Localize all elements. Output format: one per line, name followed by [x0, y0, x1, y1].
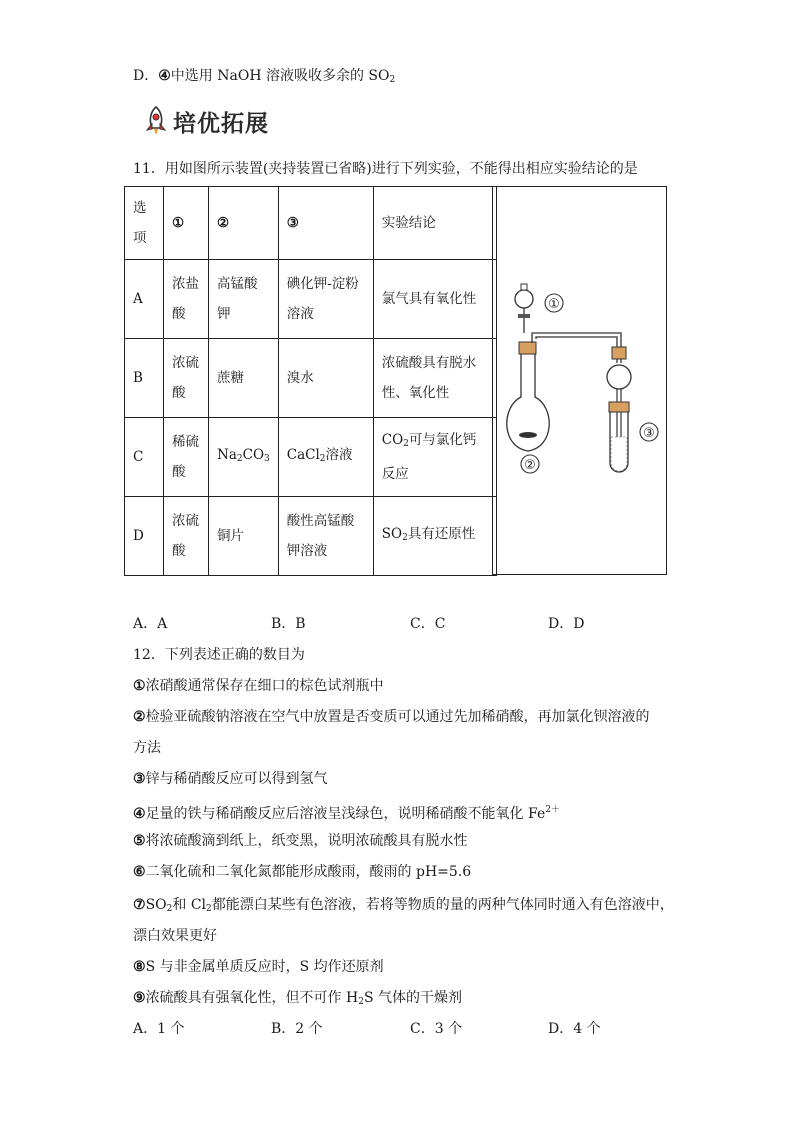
q12-item: ⑥二氧化硫和二氧化氮都能形成酸雨，酸雨的 pH=5.6 [133, 864, 472, 880]
q12-item: ⑨浓硫酸具有强氧化性，但不可作 $H_2S$ 气体的干燥剂 [133, 990, 463, 1007]
funnel-stopper [521, 284, 527, 290]
q11-option-d[interactable]: D．D [548, 616, 585, 632]
solid-reagent [519, 432, 537, 438]
label-2-text: ② [524, 458, 536, 473]
table-cell: CaCl$_2$溶液 [278, 418, 373, 497]
funnel-bulb [515, 290, 533, 308]
q12-item: $⑦SO_2$和 $Cl_2$都能漂白某些有色溶液，若将等物质的量的两种气体同时通入有色溶液中， [133, 897, 674, 914]
table-cell: 蔗糖 [209, 339, 279, 418]
option-cell: A [125, 260, 164, 339]
label-3-text: ③ [643, 426, 655, 441]
table-cell: 氯气具有氧化性 [373, 260, 496, 339]
header-cell: 实验结论 [373, 187, 496, 260]
q12-stem: 12．下列表述正确的数目为 [133, 647, 305, 663]
table-header-row [125, 187, 497, 260]
table-cell: 酸性高锰酸 钾溶液 [278, 497, 373, 576]
q11-option-a[interactable]: A．A [133, 616, 168, 632]
apparatus-figure [492, 186, 667, 575]
q12-item: ④足量的铁与稀硝酸反应后溶液呈浅绿色，说明稀硝酸不能氧化 $Fe^{2+}$ [133, 805, 560, 822]
table-row [125, 260, 497, 339]
q11-option-c[interactable]: C．C [410, 616, 446, 632]
q11-table [124, 186, 497, 576]
table-cell: 铜片 [209, 497, 279, 576]
q11-option-b[interactable]: B．B [271, 616, 306, 632]
table-row [125, 418, 497, 497]
table-cell: 高锰酸 钾 [209, 260, 279, 339]
q12-option-d[interactable]: D．4 个 [548, 1021, 601, 1037]
q12-item: ⑤将浓硫酸滴到纸上，纸变黑，说明浓硫酸具有脱水性 [133, 833, 468, 849]
table-row [125, 497, 497, 576]
label-3 [640, 423, 658, 441]
table-cell: 浓硫 酸 [164, 339, 209, 418]
table-cell: 浓硫 酸 [164, 497, 209, 576]
safety-bulb [607, 365, 631, 389]
label-1 [545, 294, 563, 312]
table-cell: 稀硫 酸 [164, 418, 209, 497]
table-cell: $SO_2$具有还原性 [373, 497, 496, 576]
label-1-text: ① [548, 297, 560, 312]
q12-item: ⑧S 与非金属单质反应时，S 均作还原剂 [133, 959, 384, 975]
rocket-icon [143, 105, 169, 137]
table-cell: 浓盐 酸 [164, 260, 209, 339]
option-cell: B [125, 339, 164, 418]
table-cell: $CO_2$可与氯化钙 反应 [373, 418, 496, 497]
flask-stopper [519, 342, 536, 354]
stopcock [518, 314, 530, 318]
q12-item: ③锌与稀硝酸反应可以得到氢气 [133, 771, 328, 787]
prev-option-d: D．④中选用 NaOH 溶液吸收多余的 $SO_2$ [133, 68, 396, 85]
table-cell: $Na_2CO_3$ [209, 418, 279, 497]
q12-item-continuation: 方法 [133, 740, 161, 756]
solution-level [611, 437, 627, 471]
q12-option-c[interactable]: C．3 个 [410, 1021, 463, 1037]
table-cell: 浓硫酸具有脱水 性、氧化性 [373, 339, 496, 418]
header-cell: 选 项 [125, 187, 164, 260]
header-cell: ① [164, 187, 209, 260]
table-cell: 溴水 [278, 339, 373, 418]
test-tube [610, 412, 628, 472]
table-cell: 碘化钾-淀粉 溶液 [278, 260, 373, 339]
q12-option-b[interactable]: B．2 个 [271, 1021, 323, 1037]
q12-option-a[interactable]: A．1 个 [133, 1021, 185, 1037]
label-2 [521, 455, 539, 473]
apparatus-diagram [493, 187, 668, 576]
q11-stem: 11．用如图所示装置(夹持装置已省略)进行下列实验，不能得出相应实验结论的是 [133, 161, 638, 177]
q12-item-continuation: 漂白效果更好 [133, 928, 217, 944]
header-cell: ② [209, 187, 279, 260]
logo-text: 培优拓展 [173, 110, 269, 137]
q12-item: ①浓硝酸通常保存在细口的棕色试剂瓶中 [133, 678, 384, 694]
logo [143, 104, 269, 138]
option-cell: D [125, 497, 164, 576]
q12-item: ②检验亚硫酸钠溶液在空气中放置是否变质可以通过先加稀硝酸，再加氯化钡溶液的 [133, 709, 650, 725]
header-cell: ③ [278, 187, 373, 260]
table-row [125, 339, 497, 418]
option-cell: C [125, 418, 164, 497]
